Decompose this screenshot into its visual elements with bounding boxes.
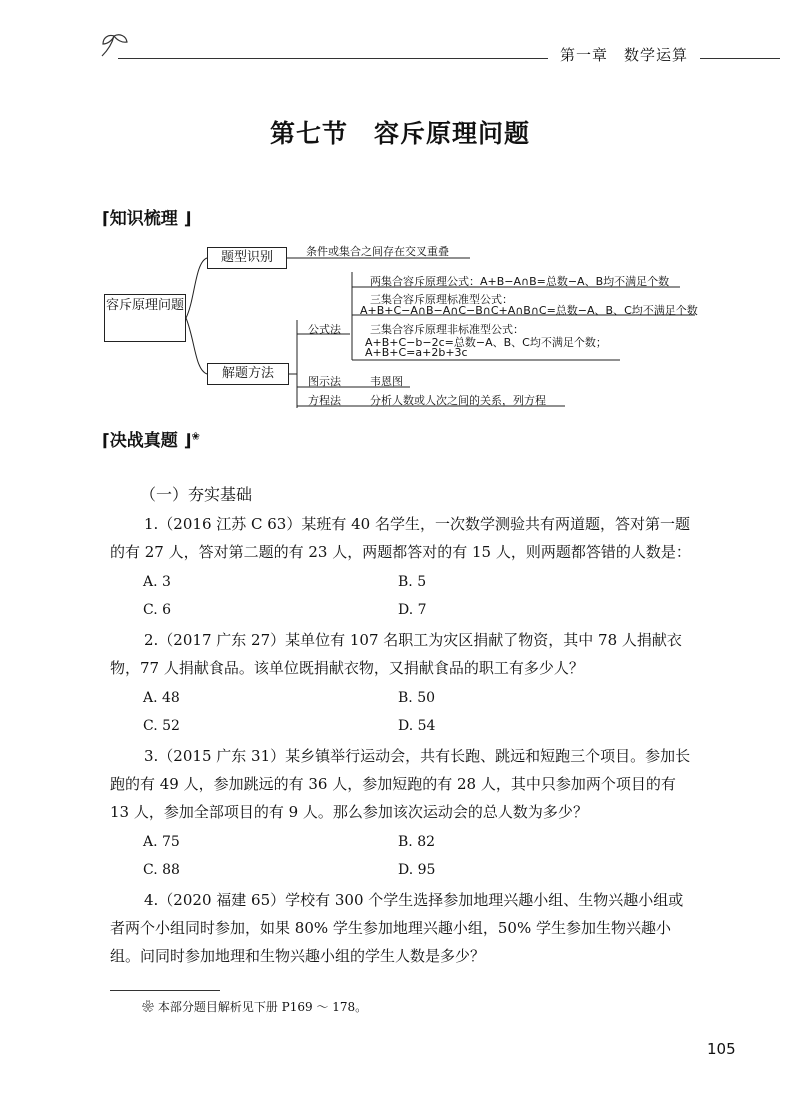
identify-desc: 条件或集合之间存在交叉重叠 — [306, 245, 449, 258]
question-1: 1.（2016 江苏 C 63）某班有 40 名学生，一次数学测验共有两道题，答对第一题的有 27 人，答对第二题的有 23 人，两题都答对的有 15 人，则两题都答错的人数是： — [110, 515, 691, 561]
question-4: 4.（2020 福建 65）学校有 300 个学生选择参加地理兴趣小组、生物兴趣小组或者两个小组同时参加，如果 80% 学生参加地理兴趣小组，50% 学生参加生物兴趣小组。问同时参加地理和生物兴趣小组的学生人数是多少？ — [110, 891, 684, 965]
option: B. 5 — [398, 574, 427, 590]
chapter-title: 第一章 数学运算 — [560, 46, 689, 64]
option: D. 7 — [398, 602, 427, 618]
option: B. 50 — [398, 690, 436, 706]
equation-method-label: 方程法 — [308, 394, 341, 407]
mindmap-root: 容斥原理问题 — [104, 294, 186, 342]
formula-method-label: 公式法 — [308, 323, 341, 336]
question-3: 3.（2015 广东 31）某乡镇举行运动会，共有长跑、跳远和短跑三个项目。参加长跑的有 49 人，参加跳远的有 36 人，参加短跑的有 28 人，其中只参加两个项目的有 13 人，参加全部项目的有 9 人。那么参加该次运动会的总人数为多少？ — [110, 747, 691, 821]
mindmap-branch-identify: 题型识别 — [207, 247, 287, 269]
subsection-title: （一）夯实基础 — [140, 485, 253, 504]
formula-3-title: 三集合容斥原理非标准型公式： — [370, 323, 524, 336]
option: A. 75 — [143, 834, 180, 850]
formula-1: 两集合容斥原理公式：A+B−A∩B=总数−A、B均不满足个数 — [370, 275, 670, 288]
flower-mark-icon: ❀ — [191, 431, 200, 443]
formula-3b: A+B+C=a+2b+3c — [365, 346, 468, 359]
option: D. 54 — [398, 718, 436, 734]
page-number: 105 — [707, 1040, 736, 1058]
exam-heading: ⌈决战真题 ⌋❀ — [102, 431, 200, 451]
bracket-open: ⌈ — [102, 431, 110, 451]
diagram-method-label: 图示法 — [308, 375, 341, 388]
equation-desc: 分析人数或人次之间的关系，列方程 — [370, 394, 546, 407]
option: C. 52 — [143, 718, 180, 734]
footnote-rule — [110, 990, 220, 991]
formula-2-title: 三集合容斥原理标准型公式： — [370, 293, 513, 306]
bracket-close: ⌋ — [177, 209, 192, 229]
bracket-open: ⌈ — [102, 209, 110, 229]
option: C. 6 — [143, 602, 172, 618]
option: C. 88 — [143, 862, 180, 878]
formula-2: A+B+C−A∩B−A∩C−B∩C+A∩B∩C=总数−A、B、C均不满足个数 — [360, 304, 698, 317]
option: A. 48 — [143, 690, 180, 706]
option: A. 3 — [143, 574, 171, 590]
option: D. 95 — [398, 862, 436, 878]
bracket-close: ⌋ — [177, 431, 192, 451]
question-2: 2.（2017 广东 27）某单位有 107 名职工为灾区捐献了物资，其中 78 人捐献衣物，77 人捐献食品。该单位既捐献衣物，又捐献食品的职工有多少人？ — [110, 631, 682, 677]
knowledge-heading: ⌈知识梳理 ⌋ — [102, 209, 192, 229]
diagram-desc: 韦恩图 — [370, 375, 403, 388]
option: B. 82 — [398, 834, 436, 850]
footnote: ❀ 本部分题目解析见下册 P169 ～ 178。 — [142, 1000, 368, 1014]
formula-3: A+B+C−b−2c=总数−A、B、C均不满足个数； — [365, 336, 607, 349]
mindmap-branch-method: 解题方法 — [207, 363, 289, 385]
section-title: 第七节 容斥原理问题 — [269, 119, 530, 148]
